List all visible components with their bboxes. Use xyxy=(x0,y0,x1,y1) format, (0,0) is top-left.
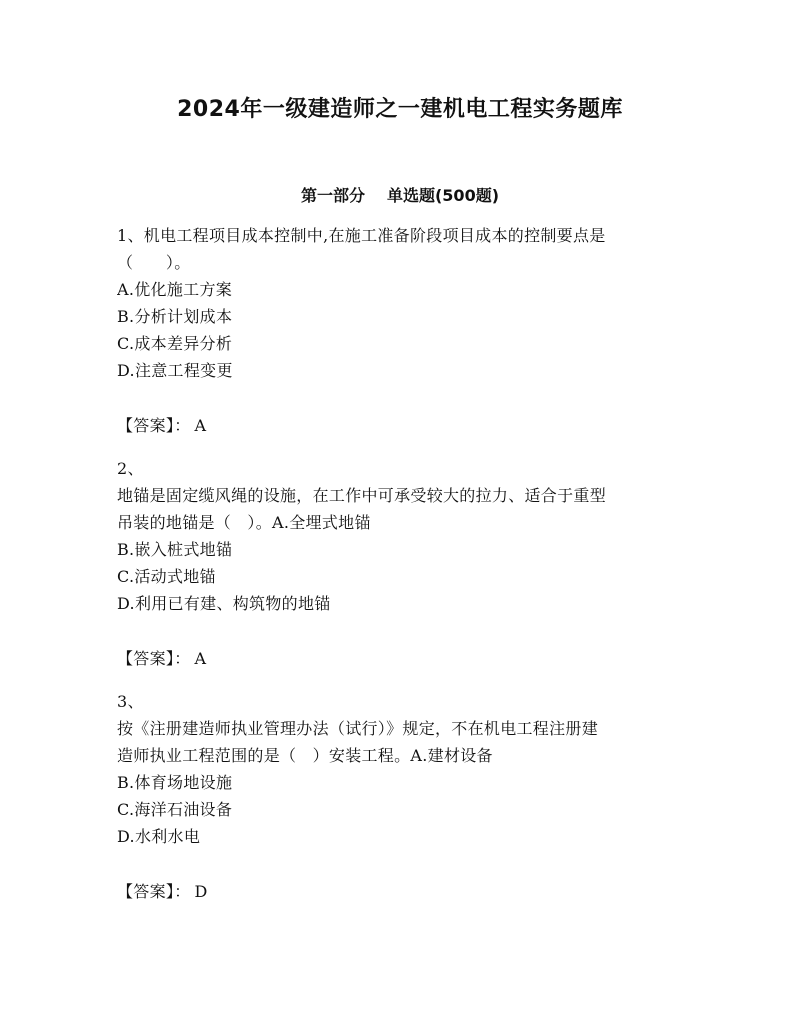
question-1 xyxy=(117,222,685,439)
question-stem-cont: 吊装的地锚是（ ）。A.全埋式地锚 xyxy=(117,513,371,532)
section-heading xyxy=(0,183,800,206)
question-number: 2、 xyxy=(117,459,144,478)
option-b: B.分析计划成本 xyxy=(117,307,233,326)
question-3 xyxy=(117,688,685,905)
option-d: D.注意工程变更 xyxy=(117,361,233,380)
answer-value: D xyxy=(194,882,208,901)
question-number: 3、 xyxy=(117,692,144,711)
option-a: A.优化施工方案 xyxy=(117,280,233,299)
answer-line xyxy=(117,878,685,905)
answer-label: 【答案】： xyxy=(117,882,191,901)
question-stem-cont: 造师执业工程范围的是（ ）安装工程。A.建材设备 xyxy=(117,746,493,765)
section-part: 第一部分 xyxy=(300,186,365,205)
answer-label: 【答案】： xyxy=(117,649,191,668)
option-d: D.利用已有建、构筑物的地锚 xyxy=(117,594,331,613)
question-stem: 地锚是固定缆风绳的设施，在工作中可承受较大的拉力、适合于重型 xyxy=(117,486,607,505)
option-b: B.体育场地设施 xyxy=(117,773,233,792)
question-list xyxy=(117,222,685,921)
option-b: B.嵌入桩式地锚 xyxy=(117,540,233,559)
question-stem-cont: （ ）。 xyxy=(117,253,191,272)
answer-value: A xyxy=(194,416,207,435)
answer-line xyxy=(117,412,685,439)
section-name: 单选题(500题) xyxy=(386,186,500,205)
document-title: 2024年一级建造师之一建机电工程实务题库 xyxy=(177,97,623,122)
option-c: C.活动式地锚 xyxy=(117,567,216,586)
option-c: C.成本差异分析 xyxy=(117,334,233,353)
question-stem: 1、机电工程项目成本控制中,在施工准备阶段项目成本的控制要点是 xyxy=(117,226,606,245)
question-stem: 按《注册建造师执业管理办法（试行）》规定，不在机电工程注册建 xyxy=(117,719,599,738)
question-2 xyxy=(117,455,685,672)
answer-value: A xyxy=(194,649,207,668)
answer-line xyxy=(117,645,685,672)
option-d: D.水利水电 xyxy=(117,827,201,846)
answer-label: 【答案】： xyxy=(117,416,191,435)
option-c: C.海洋石油设备 xyxy=(117,800,233,819)
